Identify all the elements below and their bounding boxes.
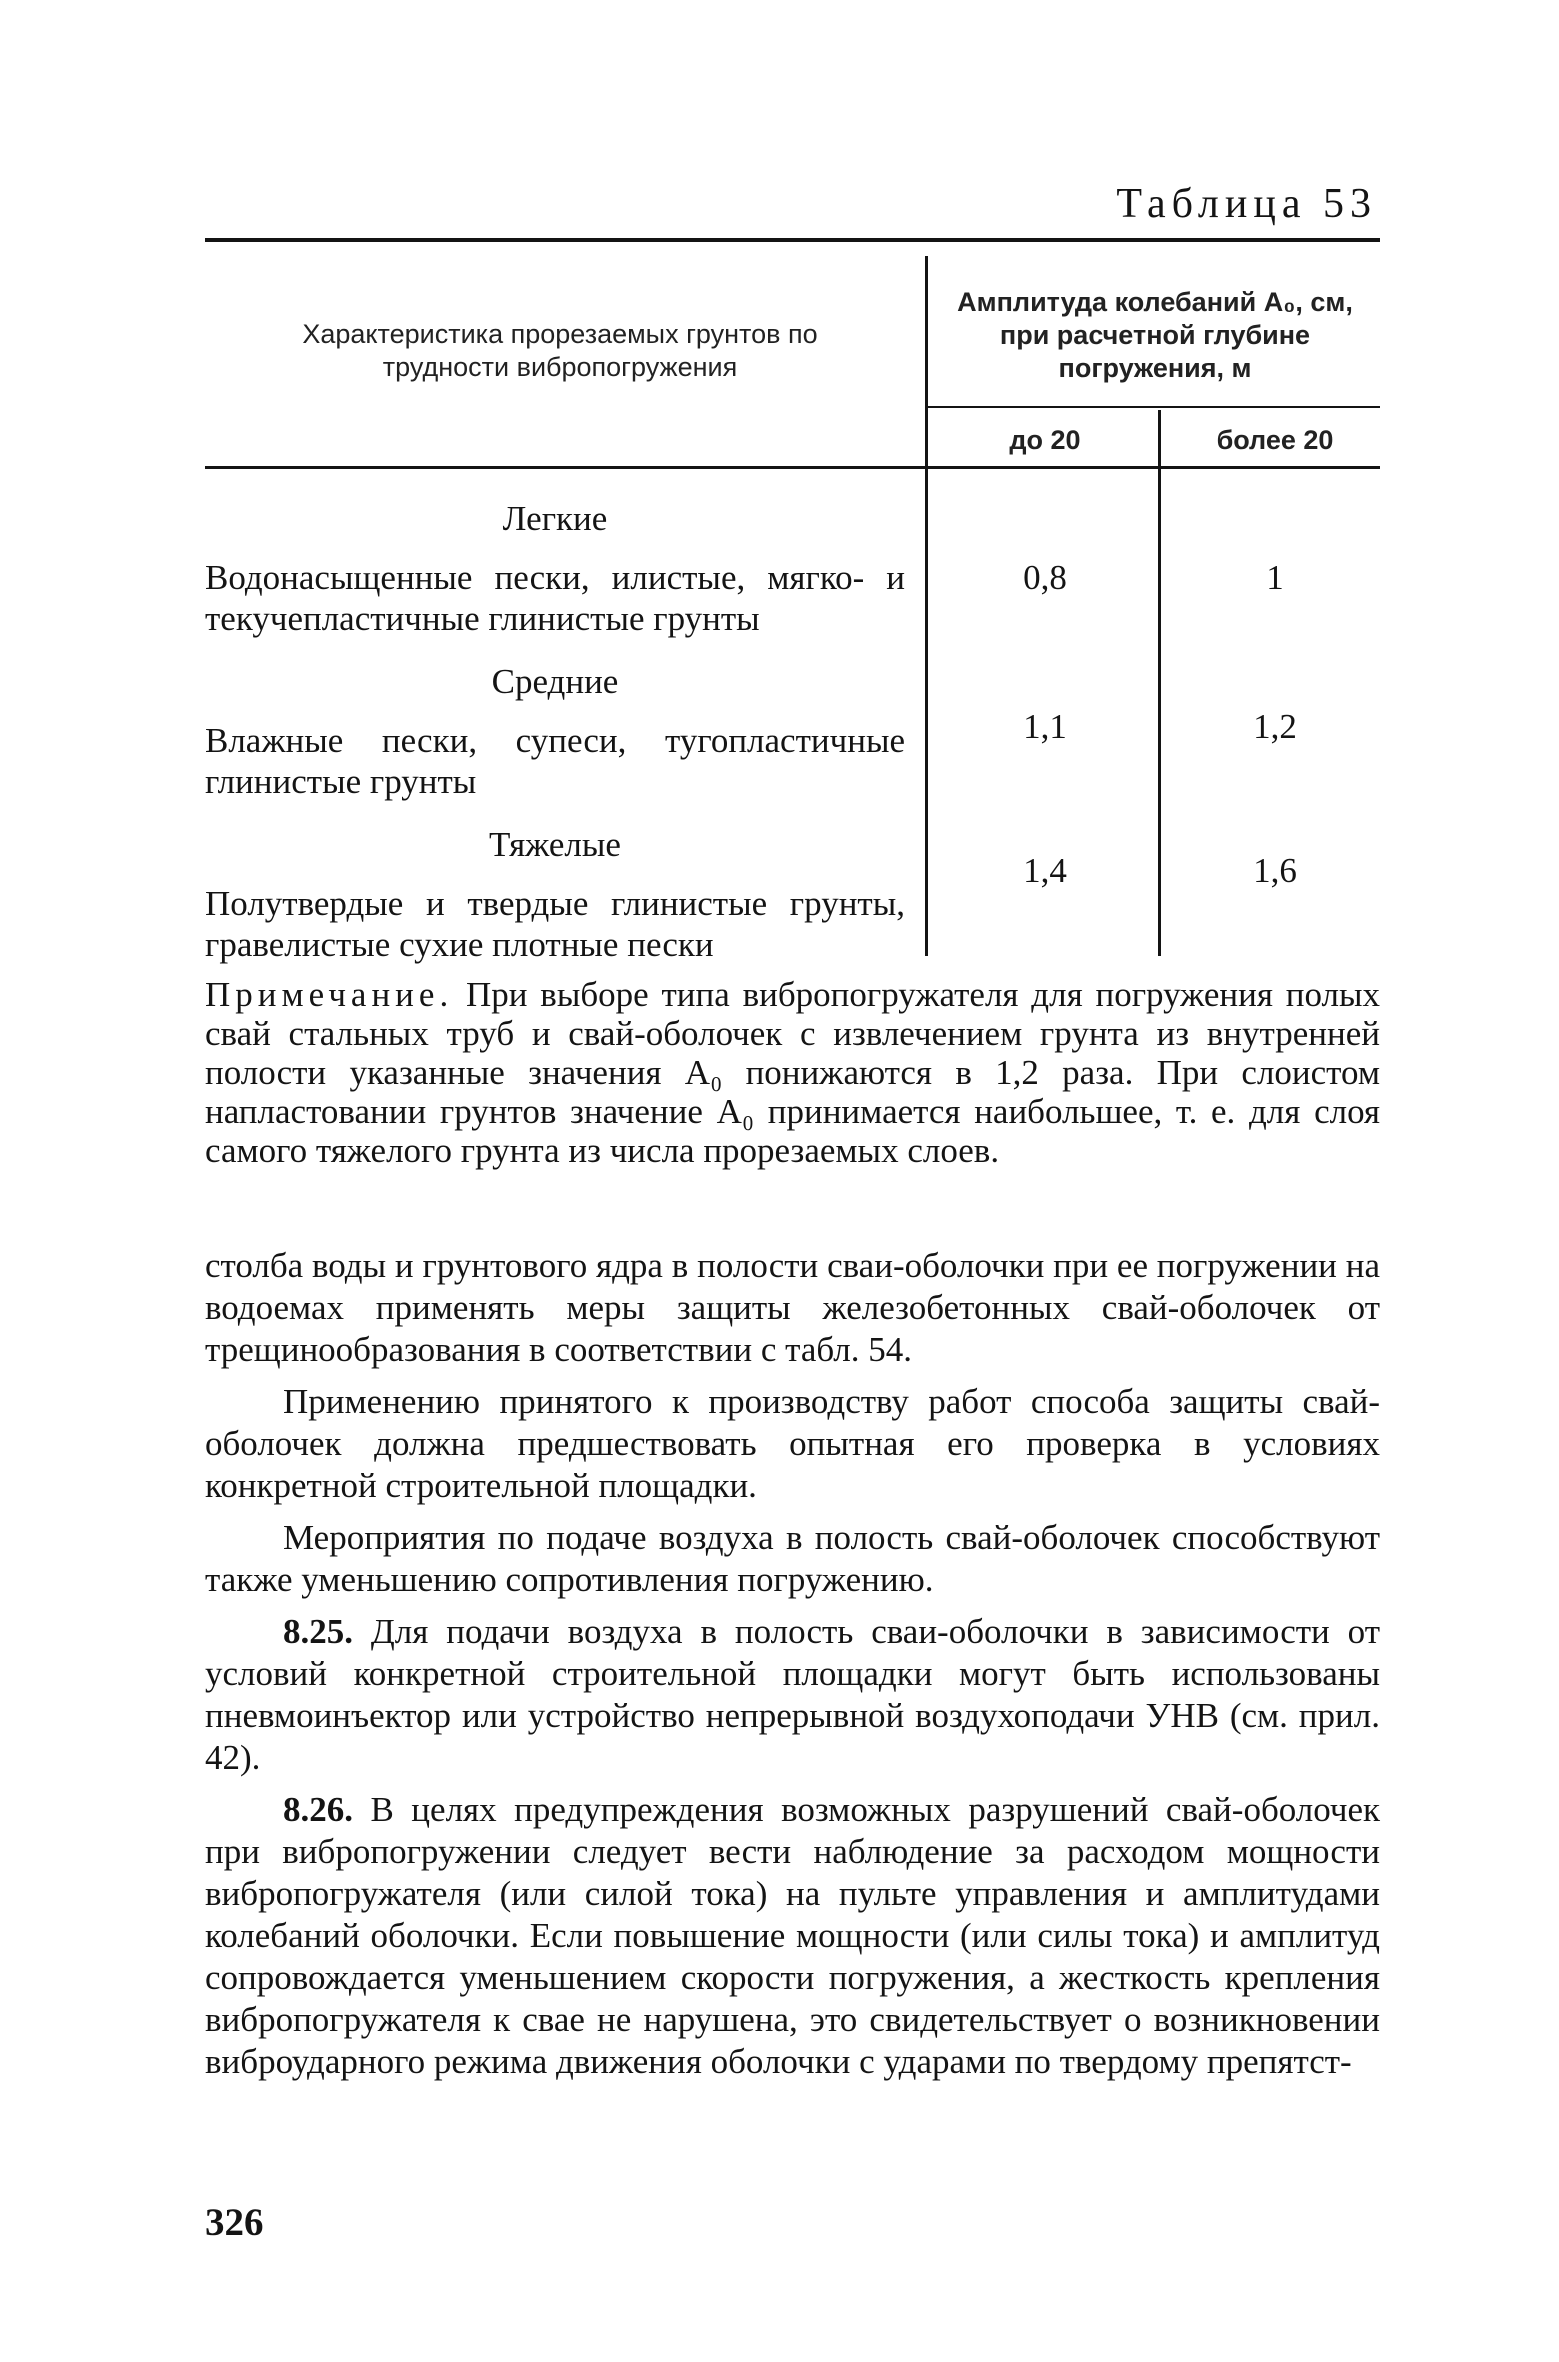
value-heavy-upto20: 1,4	[1023, 851, 1067, 890]
value-medium-over20: 1,2	[1253, 707, 1297, 746]
table-top-rule	[205, 238, 1380, 242]
paragraph-continuation: столба воды и грунтового ядра в полости сваи-оболочки при ее погружении на водоемах применять меры защиты железобетонных свай-оболочек от трещинообразования в соответствии с табл. 54.	[205, 1246, 1380, 1369]
table-note	[205, 975, 1380, 1170]
value-medium-upto20: 1,1	[1023, 707, 1067, 746]
note-text: При выборе типа вибропогружателя для погружения полых свай стальных труб и свай-оболочек с извлечением грунта из внутренней полости указанные значения A₀ понижаются в 1,2 раза. При слоистом напластовании грунтов значение A₀ принимается наибольшее, т. е. для слоя самого тяжелого грунта из числа прорезаемых слоев.	[205, 975, 1380, 1170]
header-over-20: более 20	[1216, 425, 1334, 455]
table-subheader-rule	[926, 406, 1380, 408]
clause-text-8-25: Для подачи воздуха в полость сваи-оболочки в зависимости от условий конкретной строительной площадки могут быть использованы пневмоинъектор или устройство непрерывной воздухоподачи УНВ (см. прил. 42).	[205, 1612, 1381, 1777]
header-amplitude: Амплитуда колебаний A₀, см, при расчетной глубине погружения, м	[957, 287, 1353, 383]
note-label: Примечание.	[205, 975, 454, 1014]
paragraph-8-25	[205, 1611, 1380, 1779]
body-text	[205, 1245, 1380, 2093]
group-desc-light: Водонасыщенные пески, илистые, мягко- и текучепластичные глинистые грунты	[205, 558, 905, 638]
group-desc-medium: Влажные пески, супеси, тугопластичные глинистые грунты	[205, 721, 905, 801]
group-desc-heavy: Полутвердые и твердые глинистые грунты, гравелистые сухие плотные пески	[205, 884, 905, 964]
header-characteristic: Характеристика прорезаемых грунтов по трудности вибропогружения	[302, 319, 818, 382]
table-characteristic-column	[205, 498, 905, 987]
table-divider-middle	[1158, 410, 1161, 956]
paragraph-air-supply: Мероприятия по подаче воздуха в полость свай-оболочек способствуют также уменьшению сопротивления погружению.	[205, 1518, 1380, 1599]
group-title-medium: Средние	[491, 662, 619, 701]
clause-number-8-26: 8.26.	[283, 1790, 353, 1829]
table-header-bottom-rule	[205, 466, 1380, 469]
value-heavy-over20: 1,6	[1253, 851, 1297, 890]
table-divider-left	[925, 256, 928, 956]
group-title-heavy: Тяжелые	[489, 825, 621, 864]
page-number: 326	[205, 2201, 264, 2244]
paragraph-8-26	[205, 1789, 1380, 2083]
group-title-light: Легкие	[502, 499, 608, 538]
value-light-upto20: 0,8	[1023, 558, 1067, 597]
clause-number-8-25: 8.25.	[283, 1612, 353, 1651]
header-upto-20: до 20	[1009, 425, 1081, 455]
table-caption: Таблица 53	[1116, 181, 1377, 227]
clause-text-8-26: В целях предупреждения возможных разрушений свай-оболочек при вибропогружении следует вести наблюдение за расходом мощности вибропогружателя (или силой тока) на пульте управления и амплитудами колебаний оболочки. Если повышение мощности (или силы тока) и амплитуд сопровождается уменьшением скорости погружения, а жесткость крепления вибропогружателя к свае не нарушена, это свидетельствует о возникновении виброударного режима движения оболочки с ударами по твердому препятст-	[205, 1790, 1380, 2081]
value-light-over20: 1	[1266, 558, 1284, 597]
paragraph-protection-check: Применению принятого к производству работ способа защиты свай-оболочек должна предшествовать опытная его проверка в условиях конкретной строительной площадки.	[205, 1382, 1380, 1505]
